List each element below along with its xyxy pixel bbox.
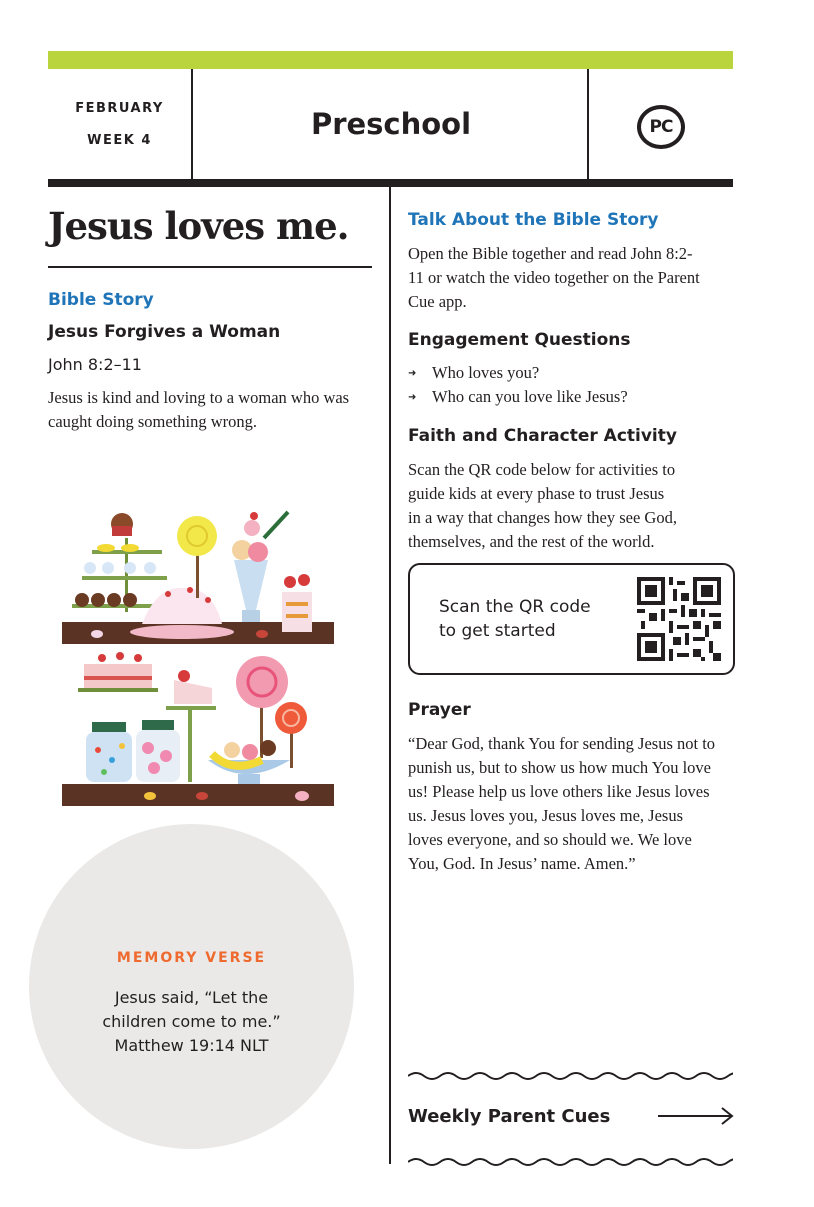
column-divider	[389, 187, 391, 1164]
talk-line: Cue app.	[408, 292, 467, 311]
header-month: FEBRUARY	[75, 101, 164, 116]
weekly-parent-cues-link[interactable]: Weekly Parent Cues	[408, 1106, 611, 1127]
arrow-bullet-icon: ➜	[408, 392, 417, 403]
prayer-text	[408, 732, 736, 876]
qr-callout[interactable]	[408, 563, 735, 675]
prayer-line: loves everyone, and so should we. We love	[408, 830, 692, 849]
memory-verse-label: MEMORY VERSE	[116, 950, 267, 966]
header-title: Preschool	[310, 107, 472, 141]
arrow-right-icon[interactable]	[658, 1106, 734, 1126]
pc-logo: PC	[637, 105, 685, 149]
faith-line: Scan the QR code below for activities to	[408, 460, 676, 479]
story-summary	[48, 386, 378, 434]
talk-about-text	[408, 242, 736, 314]
main-heading: Jesus loves me.	[48, 204, 349, 248]
header-divider	[587, 69, 589, 181]
story-reference: John 8:2–11	[48, 355, 142, 374]
question-text: Who can you love like Jesus?	[432, 387, 628, 406]
heading-rule	[48, 266, 372, 268]
prayer-heading: Prayer	[408, 700, 471, 720]
talk-line: Open the Bible together and read John 8:2-	[408, 244, 693, 263]
question-item	[408, 387, 628, 407]
question-text: Who loves you?	[432, 363, 540, 382]
prayer-line: “Dear God, thank You for sending Jesus not to	[408, 734, 716, 753]
faith-line: guide kids at every phase to trust Jesus	[408, 484, 665, 503]
faith-heading: Faith and Character Activity	[408, 426, 677, 446]
page-header	[48, 69, 733, 181]
prayer-line: us! Please help us love others like Jesus loves	[408, 782, 710, 801]
faith-line: in a way that changes how they see God,	[408, 508, 677, 527]
summary-line: caught doing something wrong.	[48, 412, 257, 431]
header-rule	[48, 179, 733, 187]
prayer-line: You, God. In Jesus’ name. Amen.”	[408, 854, 636, 873]
qr-code-icon[interactable]	[637, 577, 721, 661]
story-title: Jesus Forgives a Woman	[48, 322, 281, 342]
qr-callout-text: Scan the QR code	[439, 597, 591, 617]
prayer-line: us. Jesus loves you, Jesus loves me, Jesus	[408, 806, 683, 825]
wavy-divider	[408, 1156, 733, 1168]
wavy-divider	[408, 1070, 733, 1082]
accent-bar	[48, 51, 733, 69]
talk-about-label: Talk About the Bible Story	[408, 210, 659, 230]
sweets-illustration	[62, 498, 334, 806]
prayer-line: punish us, but to show us how much You love	[408, 758, 711, 777]
qr-callout-text: to get started	[439, 621, 556, 641]
faith-line: themselves, and the rest of the world.	[408, 532, 655, 551]
memory-verse-circle	[29, 824, 354, 1149]
header-week: WEEK 4	[87, 133, 152, 148]
talk-line: 11 or watch the video together on the Parent	[408, 268, 700, 287]
memory-verse-line: Jesus said, “Let the	[114, 988, 269, 1007]
summary-line: Jesus is kind and loving to a woman who was	[48, 388, 350, 407]
memory-verse-reference: Matthew 19:14 NLT	[114, 1036, 269, 1055]
memory-verse-line: children come to me.”	[102, 1012, 281, 1031]
bible-story-label: Bible Story	[48, 290, 154, 310]
engagement-heading: Engagement Questions	[408, 330, 631, 350]
arrow-bullet-icon: ➜	[408, 368, 417, 379]
faith-text	[408, 458, 736, 554]
question-item	[408, 363, 539, 383]
